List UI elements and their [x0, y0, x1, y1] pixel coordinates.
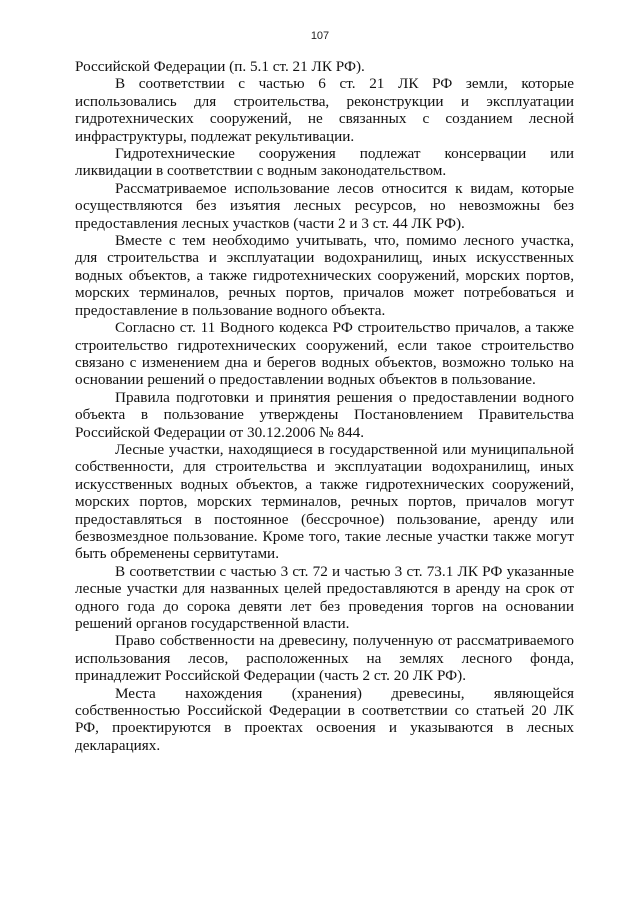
- paragraph: В соответствии с частью 6 ст. 21 ЛК РФ земли, которые использовались для строительства, реконструкции и эксплуатации гидротехнических сооружений, не связанных с созданием лесной инфраструктуры, подлежат рекультивации.: [75, 75, 574, 145]
- paragraph: Лесные участки, находящиеся в государственной или муниципальной собственности, для строительства и эксплуатации водохранилищ, иных искусственных водных объектов, а также гидротехнических сооружений, морских портов, морских терминалов, речных портов, причалов могут предоставляться в постоянное (бессрочное) пользование, аренду или безвозмездное пользование. Кроме того, такие лесные участки также могут быть обременены сервитутами.: [75, 440, 574, 563]
- page-number: 107: [310, 30, 330, 42]
- paragraph-continuation: Российской Федерации (п. 5.1 ст. 21 ЛК РФ).: [75, 58, 365, 75]
- paragraph: Места нахождения (хранения) древесины, являющейся собственностью Российской Федерации в соответствии со статьей 20 ЛК РФ, проектируются в проектах освоения и указываются в лесных декларациях.: [75, 684, 574, 754]
- paragraph: Рассматриваемое использование лесов относится к видам, которые осуществляются без изъятия лесных ресурсов, но невозможны без предоставления лесных участков (части 2 и 3 ст. 44 ЛК РФ).: [75, 179, 574, 232]
- paragraph: В соответствии с частью 3 ст. 72 и частью 3 ст. 73.1 ЛК РФ указанные лесные участки для названных целей предоставляются в аренду на срок от одного года до сорока девяти лет без проведения торгов на основании решений органов государственной власти.: [75, 562, 574, 632]
- paragraph: Согласно ст. 11 Водного кодекса РФ строительство причалов, а также строительство гидротехнических сооружений, если такое строительство связано с изменением дна и берегов водных объектов, возможно только на основании решений о предоставлении водных объектов в пользование.: [75, 319, 574, 389]
- document-body: [75, 58, 574, 754]
- paragraph: Право собственности на древесину, полученную от рассматриваемого использования лесов, расположенных на землях лесного фонда, принадлежит Российской Федерации (часть 2 ст. 20 ЛК РФ).: [75, 632, 574, 685]
- paragraph: Вместе с тем необходимо учитывать, что, помимо лесного участка, для строительства и эксплуатации водохранилищ, иных искусственных водных объектов, а также гидротехнических сооружений, морских портов, морских терминалов, речных портов, причалов может потребоваться и предоставление в пользование водного объекта.: [75, 232, 574, 319]
- paragraph: Гидротехнические сооружения подлежат консервации или ликвидации в соответствии с водным законодательством.: [75, 145, 574, 180]
- paragraph: Правила подготовки и принятия решения о предоставлении водного объекта в пользование утверждены Постановлением Правительства Российской Федерации от 30.12.2006 № 844.: [75, 388, 574, 441]
